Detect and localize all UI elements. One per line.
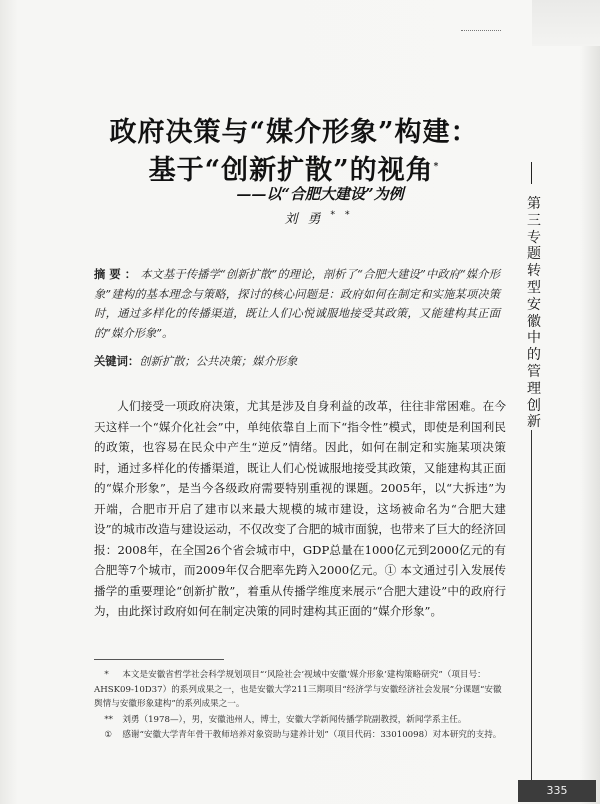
- author-line: [22, 208, 600, 227]
- footnote-divider: [94, 659, 224, 660]
- footnote-mark: *: [104, 670, 109, 680]
- keywords-label: 关键词：: [94, 354, 140, 368]
- keywords: [94, 352, 500, 371]
- title-footnote-mark: *: [433, 162, 440, 172]
- abstract-text: 本文基于传播学“创新扩散”的理论，剖析了“合肥大建设”中政府“媒介形象”建构的基本理念与策略，探讨的核心问题是：政府如何在制定和实施某项决策时，通过多样化的传播渠道，既让人们心悦诚服地接受其政策，又能建构其正面的“媒介形象”。: [94, 268, 500, 340]
- author-name: 刘勇: [284, 212, 331, 227]
- footnote-item: [94, 668, 504, 712]
- keywords-text: 创新扩散；公共决策；媒介形象: [139, 355, 298, 368]
- side-rule-bottom: [531, 430, 532, 802]
- footnote-item: [94, 713, 504, 728]
- article-title-line-2: [0, 148, 594, 187]
- footnote-text: 本文是安徽省哲学社会科学规划项目“‘风险社会’视域中安徽‘媒介形象’建构策略研究”（项目号：AHSK09-10D37）的系列成果之一，也是安徽大学211三期项目“经济学与安徽经济社会发展”分课题“安徽舆情与安徽形象建构”的系列成果之一。: [94, 670, 502, 710]
- article-subtitle: ——以“合肥大建设”为例: [236, 185, 404, 203]
- abstract: [94, 265, 500, 343]
- body-paragraph: 人们接受一项政府决策，尤其是涉及自身利益的改革，往往非常困难。在今天这样一个“媒介化社会”中，单纯依靠自上而下“指令性”模式，即使是利国利民的政策，也容易在民众中产生“逆反”情绪。因此，如何在制定和实施某项决策时，通过多样化的传播渠道，既让人们心悦诚服地接受其政策，又能建构其正面的“媒介形象”，是当今各级政府需要特别重视的课题。2005年，以“大拆违”为开端，合肥市开启了建市以来最大规模的城市建设，这场被命名为“合肥大建设”的城市改造与建设运动，不仅改变了合肥的城市面貌，也带来了巨大的经济回报：2008年，在全国26个省会城市中，GDP总量在1000亿元到2000亿元的有合肥等7个城市，而2009年仅合肥率先跨入2000亿元。① 本文通过引入发展传播学的重要理论“创新扩散”，着重从传播学维度来展示“合肥大建设”中的政府行为，由此探讨政府如何在制定决策的同时建构其正面的“媒介形象”。: [94, 399, 506, 618]
- author-footnote-mark: **: [330, 210, 360, 221]
- side-rule-top: [531, 162, 532, 184]
- title-line-2-text: 基于“创新扩散”的视角: [148, 155, 434, 186]
- scan-corner-shadow: [532, 0, 600, 46]
- footnotes: [94, 668, 504, 744]
- footnote-mark: **: [104, 714, 113, 725]
- footnote-item: [94, 728, 504, 743]
- corner-decoration: [461, 30, 501, 33]
- page-number: 335: [518, 780, 596, 802]
- footnote-text: 感谢“安徽大学青年骨干教师培养对象资助与建养计划”（项目代码：33010098）对本研究的支持。: [122, 730, 502, 741]
- footnote-text: 刘勇（1978—），男，安徽池州人，博士，安徽大学新闻传播学院副教授，新闻学系主任。: [122, 714, 467, 725]
- article-title-line-1: 政府决策与“媒介形象”构建：: [109, 117, 479, 148]
- running-head-vertical: 第三专题 转型安徽中的管理创新: [527, 196, 541, 431]
- abstract-label: 摘要：: [94, 267, 141, 281]
- footnote-mark: ①: [104, 730, 113, 741]
